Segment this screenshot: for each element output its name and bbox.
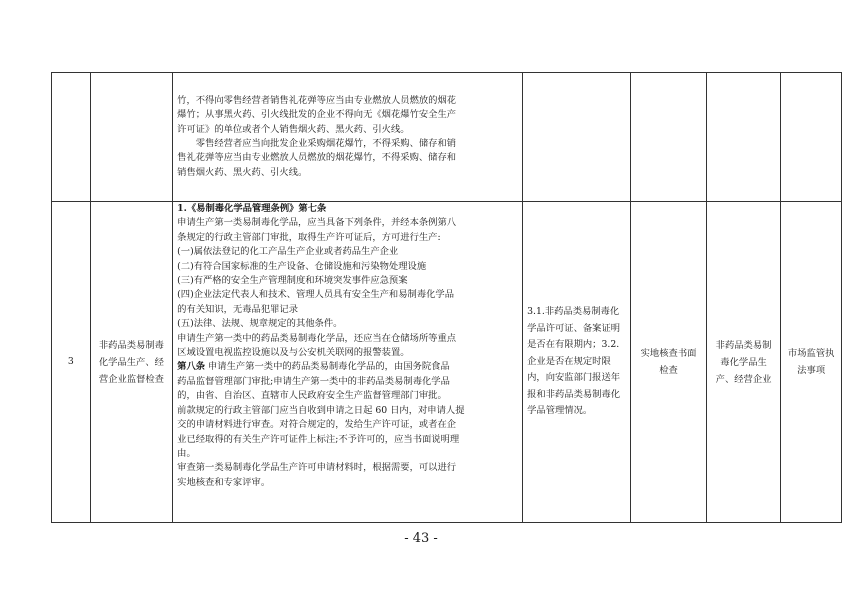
check-content-cell <box>523 73 631 202</box>
basis-line: 许可证》的单位或者个人销售烟火药、黑火药、引火线。 <box>177 123 410 135</box>
basis-line: 药品监督管理部门审批;申请生产第一类中的非药品类易制毒化学品 <box>177 375 450 387</box>
basis-line: 销售烟火药、黑火药、引火线。 <box>177 166 308 178</box>
table-row <box>52 73 842 202</box>
basis-line: 实地核查和专家评审。 <box>177 476 271 488</box>
basis-line: 爆竹；从事黑火药、引火线批发的企业不得向无《烟花爆竹安全生产 <box>177 109 457 121</box>
basis-line: 申请生产第一类易制毒化学品，应当具备下列条件，并经本条例第八 <box>177 217 457 229</box>
legal-basis-cell <box>173 73 523 202</box>
basis-title: 1.《易制毒化学品管理条例》第七条 <box>177 203 327 214</box>
basis-line: 交的申请材料进行审查。对符合规定的，发给生产许可证，或者在企 <box>177 419 457 431</box>
basis-line: 申请生产第一类中的药品类易制毒化学品的，由国务院食品 <box>205 361 450 373</box>
legal-basis-cell <box>173 202 523 523</box>
basis-line: 售礼花弹等应当由专业燃放人员燃放的烟花爆竹，不得采购、储存和 <box>177 152 457 164</box>
check-content-cell: 3.1.非药品类易制毒化学品许可证、备案证明是否在有限期内；3.2.企业是否在规定时限内，向安监部门报送年报和非药品类易制毒化学品管理情况。 <box>523 202 631 523</box>
basis-line: (三)有严格的安全生产管理制度和环境突发事件应急预案 <box>177 275 408 287</box>
basis-line: 竹，不得向零售经营者销售礼花弹等应当由专业燃放人员燃放的烟花 <box>177 94 457 106</box>
basis-line: 零售经营者应当向批发企业采购烟花爆竹，不得采购、储存和销 <box>195 138 457 149</box>
check-method-cell <box>631 73 706 202</box>
basis-line: 的有关知识，无毒品犯罪记录 <box>177 303 299 315</box>
basis-line: 条规定的行政主管部门审批，取得生产许可证后，方可进行生产: <box>177 231 441 243</box>
check-object-cell: 非药品类易制毒化学品生产、经营企业 <box>706 202 781 523</box>
check-object-cell <box>706 73 781 202</box>
basis-line: (五)法律、法规、规章规定的其他条件。 <box>177 318 343 330</box>
basis-line: 审查第一类易制毒化学品生产许可申请材料时，根据需要，可以进行 <box>177 462 457 474</box>
basis-line: 业已经取得的有关生产许可证件上标注;不予许可的，应当书面说明理 <box>177 433 460 445</box>
check-item-cell: 非药品类易制毒化学品生产、经营企业监督检查 <box>90 202 172 523</box>
page-number: - 43 - <box>404 531 438 546</box>
basis-line: 前款规定的行政主管部门应当自收到申请之日起 60 日内，对申请人提 <box>177 404 465 416</box>
check-method-cell: 实地核查书面检查 <box>631 202 706 523</box>
item-type-cell: 市场监管执法事项 <box>781 202 842 523</box>
basis-line: 区域设置电视监控设施以及与公安机关联网的报警装置。 <box>177 347 410 359</box>
row-number-cell: 3 <box>52 202 91 523</box>
basis-line: (二)有符合国家标准的生产设备、仓储设施和污染物处理设施 <box>177 260 427 272</box>
regulation-table <box>51 72 842 523</box>
item-type-cell <box>781 73 842 202</box>
basis-line: (一)属依法登记的化工产品生产企业或者药品生产企业 <box>177 246 399 258</box>
basis-line: 申请生产第一类中的药品类易制毒化学品，还应当在仓储场所等重点 <box>177 332 457 344</box>
row-number-cell <box>52 73 91 202</box>
basis-line: (四)企业法定代表人和技术、管理人员具有安全生产和易制毒化学品 <box>177 289 455 301</box>
article-8-line <box>177 360 518 374</box>
table-row <box>52 202 842 523</box>
basis-line: 由。 <box>177 447 196 459</box>
basis-line: 的，由省、自治区、直辖市人民政府安全生产监督管理部门审批。 <box>177 390 447 402</box>
check-item-cell <box>90 73 172 202</box>
article-8-label: 第八条 <box>177 361 206 373</box>
